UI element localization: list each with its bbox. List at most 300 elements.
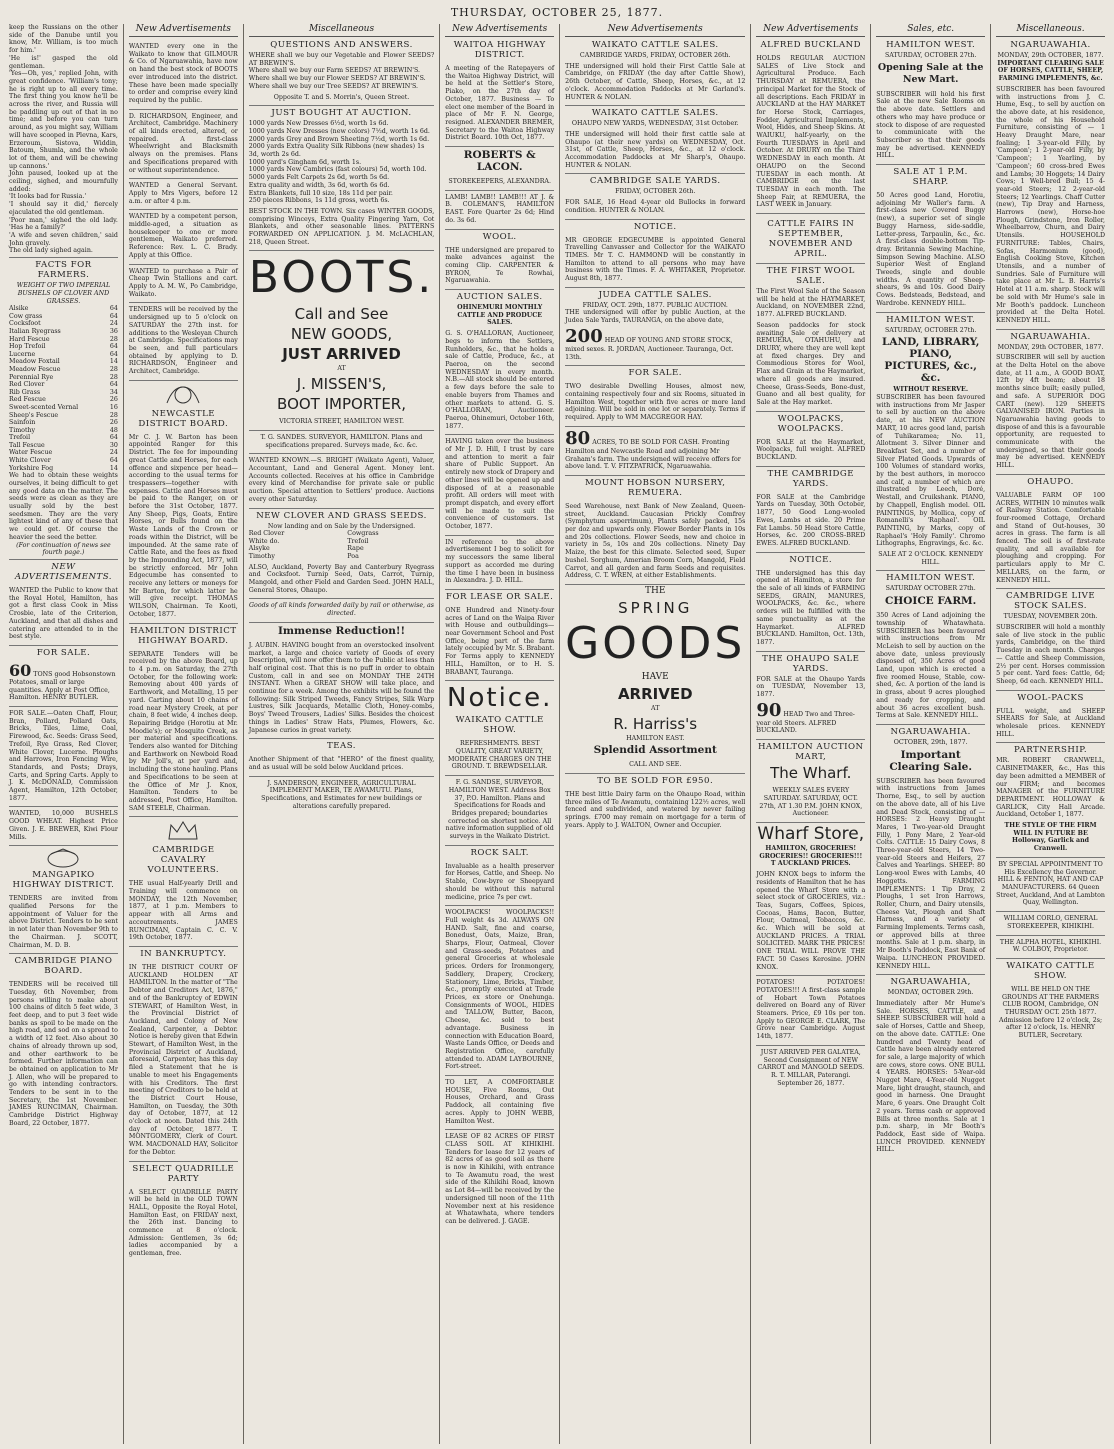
ad-sale-items: 50 Acres good Land, Horotiu, adjoining Mr Waller's farm. A first-class new Covered Buggy (new), a superior set of single Buggy Harness, side-saddle, Letter-press, Tarpaulin, &c., &c. A first-class double-bottom Tip-dray. Britannia Sewing Machine, Simpson Sewing Machine. ALSO Superior West of England Tweeds, single and double widths. A quantity of Sheep-shears, 9s and 10s. Good Dairy Cows. Bedsteads, Bedstead, and Wardrobe. KENNEDY HILL.: [876, 189, 985, 313]
facts-weight: 64: [109, 305, 118, 313]
facts-seed: Cocksfoot: [9, 320, 41, 328]
ad-cattle-show: WILL BE HELD ON THE GROUNDS AT THE FARMERS CLUB ROOM, Cambridge, ON THURSDAY OCT. 25th 1877. Admission before 12 o'clock, 2s; after 12 o'clock, 1s. HENRY BUTLER, Secretary.: [999, 985, 1103, 1040]
boots-line: BOOT IMPORTER,: [277, 395, 406, 414]
ad-subtitle: OHAUPO NEW YARDS, WEDNESDAY, 31st October.: [571, 120, 739, 128]
ad-title: TEAS.: [327, 741, 357, 752]
facts-weight: 26: [109, 419, 118, 427]
boots-sub: Call and See: [294, 305, 389, 324]
ad-headline: IMPORTANT CLEARING SALE OF HORSES, CATTLE, SHEEP, FARMING IMPLEMENTS, &c.: [997, 59, 1104, 83]
ad-seed-store: THE undersigned has this day opened at Hamilton, a store for the sale of all kinds of FARMING SEEDS, GRAIN, MANURES, WOOLPACKS, &c. &c., where orders will be fulfilled with the same punctuality as at the Haymarket. ALFRED BUCKLAND. Hamilton, Oct. 13th, 1877.: [756, 567, 865, 652]
ad-steers: [756, 699, 865, 740]
ad-title: ROCK SALT.: [470, 847, 529, 858]
ad-richardson: D. RICHARDSON, Engineer, and Architect, Cambridge. Machinery of all kinds erected, altered, or repaired. A first-class Wheelwright and Blacksmith always on the premises. Plans and Specifications prepared with or without superintendence.: [129, 110, 238, 180]
ad-live-stock: SUBSCRIBER will hold a monthly sale of live stock in the public yards, Cambridge, on the third Tuesday in each month. Charges — Cattle and Sheep Commission, 2½ per cent. Horses commission 5 per cent. Yard fees: Cattle, 6d; Sheep, 6d each. KENNEDY HILL.: [996, 621, 1105, 691]
facts-weight: 26: [109, 396, 118, 404]
notice-headline: Notice.: [447, 683, 553, 714]
seed-name: Timothy: [248, 552, 275, 560]
sale-line: Extra Blankets, full 10 size, 18s 11d per pair.: [248, 189, 393, 197]
ad-title: HAMILTON WEST.: [886, 40, 976, 50]
story-para: 'He is!' gasped the old gentleman.: [9, 54, 118, 70]
facts-row: [9, 396, 118, 404]
sale-tail: BEST STOCK IN THE TOWN. Six cases WINTER GOODS, comprising Winceys, Extra Quality Fingering Yarn, Cot Blankets, and other seasonable lines. PATTERNS FORWARDED ON APPLICATION. J. M. McLACHLAN, 218, Queen Street.: [249, 205, 434, 252]
boots-line: J. MISSEN'S,: [296, 375, 387, 394]
facts-row: [9, 442, 118, 450]
ad-ohaupo-yards: THE undersigned will hold their first cattle sale at Ohaupo (at their new yards) on WEDNESDAY, Oct. 31st, of Cattle, Sheep, Horses, &c., at 12 o'clock. Accommodation Paddocks at Mr Sharp's, Ohaupo. HUNTER & NOLAN.: [565, 128, 745, 175]
ad-drapery: HAVING taken over the business of Mr J. D. Hill, I trust by care and attention to merit a fair share of Public Support. An entirely new stock of Drapery and other lines will be opened up and disposed of at a reasonable profit. All orders will meet with prompt dispatch, and every effort will be made to suit the convenience of customers. 1st October, 1877.: [445, 435, 554, 535]
facts-seed: Cow grass: [9, 312, 43, 320]
ad-refreshments: REFRESHMENTS. BEST QUALITY, GREAT VARIETY, MODERATE CHARGES ON THE GROUND. T. BREWDSELLAR.: [445, 737, 554, 776]
ad-text: TONS good Hobsonstown Potatoes, small or large quantities. Apply at Post Office, Hamilton. HENRY BUTLER.: [9, 670, 116, 702]
ad-cambridge-yards: FOR SALE at the Cambridge Yards on Tuesday, 30th October, 1877, 50 Good Long-wooled Ewes, Lambs at side. 20 Prime Fat Lambs. 50 Head Store Cattle, Horses, &c. 200 CROSS-BRED EWES. ALFRED BUCKLAND.: [756, 491, 865, 553]
ad-sandse: F. G. SANDSE, SURVEYOR, HAMILTON WEST. Address Box 37, P.O. Hamilton. Plans and Specifications for Roads and Bridges prepared; boundaries corrected on shortest notice. All native information supplied of old surveys in the Waikato District.: [445, 776, 554, 846]
ad-title: THE OHAUPO SALE YARDS.: [762, 653, 860, 674]
seed-name: White do.: [248, 537, 280, 545]
seeds-tail: ALSO, Auckland, Poverty Bay and Canterbury Ryegrass and Cocksfoot. Turnip Seed, Oats, Carrot, Turnip, Mangold, and other Field and Garden Seed. JOHN HALL, General Stores, Ohaupo.: [249, 561, 434, 600]
facts-weight: 28: [109, 411, 118, 419]
seed-name: Red Clover: [248, 530, 285, 538]
column-5: [560, 24, 751, 1444]
ad-for-sale: FOR SALE.—Oaten Chaff, Flour, Bran, Pollard, Pollard Oats, Bricks, Tiles, Lime, Coal, Firewood, &c. Seeds: Grass Seed, Trefoil, Rye Grass, Red Clover, White Clover, Lucerne. Ploughs and Harrows, Iron Fencing Wire, Standards, and Posts; Drays, Carts, and Spring Carts. Apply to J. K. McDONALD, Commission Agent, Hamilton, 12th October, 1877.: [9, 707, 118, 807]
ad-title: OHAUPO.: [1027, 476, 1074, 487]
ad-title: WAIKATO CATTLE SHOW.: [1006, 960, 1095, 981]
ad-headline: LAND, LIBRARY, PIANO, PICTURES, &c., &c.: [881, 336, 980, 385]
ad-lamb: LAMB! LAMB!! LAMB!!! AT J. & B. COLEMAN'S, HAMILTON EAST. Fore Quarter 2s 6d; Hind do. 3s 6d.: [445, 191, 554, 230]
ad-subtitle: CAMBRIDGE YARDS, FRIDAY, OCTOBER 26th.: [579, 52, 731, 59]
facts-weight: 28: [109, 373, 118, 381]
ad-title: WAIKATO CATTLE SALES.: [591, 108, 719, 119]
facts-table: [9, 305, 118, 472]
ad-title: NGARUAWAHIA,: [890, 977, 971, 988]
ad-title: PARTNERSHIP.: [1014, 745, 1088, 756]
facts-row: [9, 381, 118, 389]
spring-line: CALL AND SEE.: [565, 758, 745, 774]
facts-seed: Red Fescue: [9, 396, 46, 404]
facts-row: [9, 419, 118, 427]
sale-line: 1000 yard's Gingham 6d, worth 1s.: [248, 158, 362, 166]
ad-stallions: WANTED to purchase a Pair of Cheap Twin Stallions and cart. Apply to A. M. W., Po Cambridge, Waikato.: [129, 265, 238, 304]
facts-row: [9, 351, 118, 359]
facts-row: [9, 427, 118, 435]
sale-line: 2000 yards Extra Quality Silk Ribbons (new shades) 1s 3d, worth 2s 6d.: [248, 143, 425, 159]
facts-weight: 64: [109, 350, 118, 358]
ad-library-sale: SUBSCRIBER has been favoured with instructions from Mr Jasper to sell by auction on the above date, at his NEW AUCTION MART, 10 acres good land, parish of Tuhikaramea; No. 11, Allotment 3. Silver Dinner and Breakfast Set, and a number of Silver Plated Goods. Upwards of 100 Volumes of standard works, by the best authors, in morocco and calf, a number of which are illustrated by Leech, Doré, Westall, and Cruikshank. PIANO, by Chappell, English model. OIL PAINTINGS, by Mollica, copy of Romanelli's 'Raphael'. OIL PAINTING, by Marks, copy of Raphael's 'Holy Family'. Chromo Lithographs, Engravings, &c. &c.: [876, 393, 986, 548]
ad-hill-fenton: BY SPECIAL APPOINTMENT TO His Excellency the Governor. HILL & FENTON, HAT AND CAP MANUFACTURERS. 64 Queen Street, Auckland, And at Lambton Quay, Wellington.: [996, 858, 1105, 912]
facts-title: FACTS FOR FARMERS.: [35, 260, 92, 281]
facts-weight: 16: [109, 403, 118, 411]
ad-hamilton-highway: SEPARATE Tenders will be received by the above Board, up to 4 p.m. on Saturday, the 27th October, for the following work: Removing about 400 yards of Earthwork, and Metalling, 15 per yard. Carting about 10 chains of road near Mystery Creek, at per chain, 8 feet wide, 4 inches deep. Repairing Bridge (Horotiu at Mr. Moodie's); or Mosquito Creek, as per material and specifications. Tenders also wanted for Ditching and Earthwork on Newboid Road by Mr Joll's, at per yard and, including the stone hauling. Plans and Specifications to be seen at the Office of Mr J. Knox, Hamilton. Tenders to be addressed, Post Office, Hamilton. SAM STEELE, Chairman.: [129, 648, 238, 818]
facts-weight: 64: [109, 381, 118, 389]
ad-subtitle: MONDAY, 29th OCTOBER, 1877.: [997, 343, 1104, 351]
column-7: [871, 24, 991, 1444]
ad-woolpacks-buckland: FOR SALE at the Haymarket, Woolpacks, full weight. ALFRED BUCKLAND.: [756, 436, 865, 467]
ad-title: ALFRED BUCKLAND: [760, 40, 862, 50]
story-para: 'A wife and seven children,' said John gravely.: [9, 231, 118, 247]
boots-address: VICTORIA STREET, HAMILTON WEST.: [249, 415, 434, 431]
facts-seed: Trefoil: [9, 434, 31, 442]
ad-boat: SUBSCRIBER will sell by auction at the Delta Hotel on the above date, at 11 a.m., A GOOD BOAT, 12ft by 4ft beam; about 18 months since built; easily pulled, and safe. A SUPERIOR DOG CART (new). 129 SHEETS GALVANISED IRON. Parties in Ngaruawahia having goods to dispose of and this is a favourable opportunity, are requested to communicate with the undersigned, so that their goods may be advertised. KENNEDY HILL.: [996, 351, 1105, 475]
qa-address: Opposite T. and S. Morrin's, Queen Street.: [249, 91, 434, 107]
column-head: New Advertisements: [565, 24, 745, 37]
column-6: [751, 24, 871, 1444]
ad-clearing-sale: SUBSCRIBER has been favoured with instructions from James Thorne, Esq., to sell by auction on the above date, all of his Live and Dead Stock, consisting of — HORSES: 2 Heavy Draught Mares, 1 Two-year-old Draught Filly, 1 Pony Mare, 2 Year-old Colts. CATTLE: 15 Dairy Cows, 8 Three-year-old Steers, 14 Two-year-old Steers and Heifers, 27 Calves and Yearlings. SHEEP: 80 Long-wool Ewes with Lambs, 40 Hoggetts. FARMING IMPLEMENTS: 1 Tip Dray, 2 Ploughs, 1 set Iron Harrows, Roller, Churn, and Dairy utensils, Cheese Vat, Plough and Shaft Harness, and a variety of Farming Implements. Terms cash, or approved bills at three months. Sale at 1 p.m. sharp, in Mr Booth's Paddock, East Bank of Waipa. LUNCHEON PROVIDED. KENNEDY HILL.: [876, 775, 985, 976]
ad-hill-notice: IN reference to the above advertisement I beg to solicit for my successors the same liberal support as accorded me during the time I have been in business in Alexandra. J. D. HILL.: [445, 536, 554, 590]
ad-subtitle: SATURDAY OCTOBER 27th.: [885, 585, 976, 593]
wharf-store-headline: Wharf Store,: [757, 824, 865, 844]
ad-title: CAMBRIDGE LIVE STOCK SALES.: [1006, 591, 1096, 612]
crest-icon: [45, 848, 81, 868]
ad-title: NGARUAWAHIA.: [890, 727, 971, 737]
ad-wool-packs: FULL weight, and SHEEP SHEARS for Sale, at Auckland wholesale prices. KENNEDY HILL.: [996, 705, 1105, 744]
ad-title: JUST BOUGHT AT AUCTION.: [271, 108, 412, 119]
crown-icon: [163, 819, 203, 843]
facts-weight: 28: [109, 365, 118, 373]
facts-row: [9, 389, 118, 397]
facts-seed: Alsike: [9, 305, 29, 313]
story-para: The old lady sighed again.: [9, 247, 93, 255]
ad-bullocks: FOR SALE, 16 Head 4-year old Bullocks in forward condition. HUNTER & NOLAN.: [565, 196, 745, 219]
facts-row: [9, 305, 118, 313]
ad-title: NEW CLOVER AND GRASS SEEDS.: [256, 510, 427, 521]
sale-line: Extra quality and width, 3s 6d, worth 6s 6d.: [248, 181, 390, 189]
sale-line: 5000 yards Felt Carpets 2s 6d, worth 5s 6d.: [248, 174, 390, 182]
ad-partnership: MR. ROBERT CRANWELL, CABINETMAKER, &c., Has this day been admitted a MEMBER of our FIRM; and becomes MANAGER of the FURNITURE DEPARTMENT. HOLLOWAY & GARLICK, City Hall Arcade. Auckland, October 1, 1877.: [996, 757, 1105, 819]
facts-seed: Lucerne: [9, 350, 36, 358]
ad-text: HEAD Two and Three-year old Steers. ALFRED BUCKLAND.: [756, 710, 855, 735]
facts-seed: Perennial Rye: [9, 373, 54, 381]
ad-dairy-farm: THE best little Dairy farm on the Ohaupo Road, within three miles of Te Awamutu, containing 122½ acres, well fenced and subdivided, and watered by never failing springs. £700 may remain on mortgage for a term of years. Apply to J. WALTON, Owner and Occupier.: [565, 791, 746, 829]
ad-wool: THE undersigned are prepared to make advances against the coming Clip. CARPENTER & BYRON, Te Rowhai, Ngaruawahia.: [445, 244, 554, 291]
ad-title: WAIKATO CATTLE SALES.: [591, 40, 719, 50]
seed-name: Rape: [347, 545, 364, 553]
facts-row: [9, 374, 118, 382]
column-4: [440, 24, 560, 1444]
ad-title: WAITOA HIGHWAY DISTRICT.: [453, 40, 546, 60]
facts-seed: Hop Trefoil: [9, 343, 46, 351]
facts-weight: 14: [109, 464, 118, 472]
facts-weight: 64: [109, 312, 118, 320]
spring-line: HAVE: [641, 671, 669, 682]
facts-seed: Meadow Foxtail: [9, 358, 60, 366]
ad-title: Immense Reduction!!: [277, 624, 406, 637]
ad-title: MANGAPIKO HIGHWAY DISTRICT.: [12, 870, 115, 891]
spring-line: THE: [645, 585, 666, 596]
ad-woolpacks: WOOLPACKS! WOOLPACKS!! Full weight 4s 3d. ALWAYS ON HAND. Salt, fine and coarse, Bonedust, Oats, Maize, Bran, Sharps, Flour, Oatmeal, Clover and Grass-seeds, Potatoes and general Groceries at wholesale prices. Orders for Ironmongery, Saddlery, Drapery, Crockery, Stationery, Lime, Bricks, Timber, &c., promptly executed at Trade Prices, ex store or Onehunga. Consignments of WOOL, HIDES and TALLOW, Butter, Bacon, Cheese, &c. sold to best advantage. Business in connection with Education Board, Waste Lands Office, or Deeds and Registration Office, carefully attended to. ADAM LAYBOURNE, Fort-street.: [445, 906, 554, 1076]
ad-title: IN BANKRUPTCY.: [140, 948, 227, 959]
ad-cattle-sales: THE undersigned will hold their First Cattle Sale at Cambridge, on FRIDAY (the day after Cattle Show), 26th October, of Cattle, Sheep, Horses, &c., at 12 o'clock. Accommodation Paddocks at Mr Garland's. HUNTER & NOLAN.: [565, 60, 745, 107]
column-2: [124, 24, 244, 1444]
facts-weight: 34: [109, 388, 118, 396]
seeds-table: [249, 530, 434, 560]
ad-opening-sale: SUBSCRIBER will hold his first Sale at the new Sale Rooms on the above date. Settlers and others who may have produce or stock to dispose of are requested to communicate with the Subscriber so that their goods may be advertised. KENNEDY HILL.: [876, 88, 985, 165]
ad-headline: CHOICE FARM.: [884, 595, 977, 608]
wharf-headline: The Wharf.: [770, 764, 852, 783]
running-head: THURSDAY, OCTOBER 25, 1877.: [450, 6, 664, 19]
ad-subtitle: WITHOUT RESERVE.: [893, 386, 969, 394]
ad-gilmour: WANTED every one in the Waikato to know that GILMOUR & Co. of Ngaruawahia, have now on hand the best stock of BOOTS ever introduced into the district. These have been made specially to order and comprise every kind required by the public.: [129, 40, 238, 110]
story-para: 'Poor man,' sighed the old lady. 'Has he a family?': [9, 216, 118, 232]
ad-tenders-church: TENDERS will be received by the undersigned up to 5 o'clock on SATURDAY the 27th inst. for additions to the Wesleyan Church at Cambridge. Specifications may be seen, and full particulars obtained by applying to D. RICHARDSON, Engineer and Architect, Cambridge.: [129, 303, 238, 380]
ad-title: THE CAMBRIDGE YARDS.: [767, 468, 855, 489]
ad-bankruptcy: IN THE DISTRICT COURT OF AUCKLAND HOLDEN AT HAMILTON. In the matter of "The Debtor and Creditors Act, 1876," and of the Bankruptcy of EDWIN STEWART, of Hamilton West, in the Provincial District of Auckland, and Colony of New Zealand, Carpenter, a Debtor. Notice is hereby given that Edwin Stewart, of Hamilton West, in the Provincial District of Auckland, aforesaid, Carpenter, has this day filed a Statement that he is unable to meet his Engagements with his Creditors. The first meeting of Creditors to be held at the District Court House, Hamilton, on Tuesday, the 30th day of October, 1877, at 12 o'clock at noon. Dated this 24th day of October, 1877. T. MONTGOMERY, Clerk of Court. WM. MACDONALD HAY, Solicitor for the Debtor.: [129, 961, 238, 1162]
facts-weight: 64: [109, 457, 118, 465]
ad-title: HAMILTON DISTRICT HIGHWAY BOARD.: [130, 625, 237, 646]
ad-potatoes-clark: POTATOES! POTATOES! POTATOES!!! A first-class sample of Hobart Town Potatoes delivered on Board any of River Steamers. Price, £9 10s per ton. Apply to GEORGE E. CLARK, The Grove near Cambridge. August 14th, 1877.: [756, 976, 865, 1046]
ad-cavalry: THE usual Half-yearly Drill and Training will commence on MONDAY, the 12th November, 1877, at 1 p.m. Members to appear with all Arms and accoutrements. JAMES RUNCIMAN, Captain C. C. V. 19th October, 1877.: [129, 877, 238, 947]
ad-title: NOTICE.: [789, 554, 833, 565]
facts-weight: 64: [109, 434, 118, 442]
seed-name: Trefoil: [347, 537, 369, 545]
seed-name: Poa: [347, 552, 359, 560]
facts-note: (For continuation of news see fourth page.): [16, 541, 111, 557]
ad-buckland: HOLDS REGULAR AUCTION SALES of Live Stock and Agricultural Produce. Each THURSDAY at REMUERA, the principal Market for the Stock of all descriptions. Each FRIDAY in AUCKLAND at the HAY MARKET for Horse Stock, Carriages, Fodder, Agricultural Implements, Wool, Hides, and Sheep Skins. At WAIUKU, half-yearly, on the Fourth TUESDAYS in April and October. At DRURY on the Third WEDNESDAY in each month. At OHAUPO on the Second TUESDAY in each month. At CAMBRIDGE on the last TUESDAY in each month. The Sheep Fair, at REMUERA, the LAST WEEK in January.: [756, 52, 865, 214]
story-para: 'Yes—Oh, yes,' replied John, with great confidence. 'William's tony; he is right up to all every time. The first thing you know he'll be across the river, and Russia will be paddling up out of that in no time; and before you can turn around, as you might say, William will have scooped in Plevna, Kars, Erzeroum, Sistova, Widdin, Batoum, Shumla, and the whole lot of them, and will be chewing up cannons.': [9, 70, 118, 170]
ad-title: AUCTION SALES.: [456, 292, 543, 303]
ad-ohalloran: G. S. O'HALLORAN, Auctioneer, begs to inform the Settlers, Runholders, &c., that he holds a sale of Cattle, Produce, &c., at Paeroa, on the second WEDNESDAY in every month. N.B.—All stock should be entered a few days before the sale to enable buyers from Thames and other markets to attend. G. S. O'HALLORAN, Auctioneer. Paeroa, Ohinemuri, October 16th, 1877.: [445, 327, 554, 435]
ad-judea: THE undersigned will offer by public Auction, at the Judea Sale Yards, TAURANGA, on the above date,: [565, 309, 746, 325]
ad-title: WOOL-PACKS: [1017, 692, 1084, 703]
facts-row: [9, 404, 118, 412]
column-3: [244, 24, 440, 1444]
facts-subtitle: WEIGHT OF TWO IMPERIAL BUSHELS OF CLOVER AND GRASSES.: [16, 282, 111, 305]
spring-line: R. Harriss's: [613, 714, 698, 733]
seed-name: Cowgrass: [347, 530, 379, 538]
facts-row: [9, 336, 118, 344]
section-head: NEW ADVERTISEMENTS.: [14, 562, 113, 582]
facts-weight: 64: [109, 343, 118, 351]
sale-line: 1000 yards New Dresses 6½d, worth 1s 6d.: [248, 120, 389, 128]
ad-teas: Another Shipment of that "HERO" of the finest quality, and as usual will be sold below Auckland prices.: [249, 753, 434, 776]
facts-seed: Yorkshire Fog: [9, 464, 54, 472]
ad-title: CAMBRIDGE PIANO BOARD.: [14, 956, 113, 977]
ad-title: WOOL.: [482, 231, 517, 242]
ad-title: CAMBRIDGE CAVALRY VOLUNTEERS.: [147, 845, 220, 876]
boots-headline: BOOTS.: [248, 252, 435, 304]
ad-headline: Important Clearing Sale.: [889, 748, 973, 773]
qa-line: Where shall we buy our Tree SEEDS? AT BREWIN'S.: [248, 82, 419, 90]
ad-judea-stock: [565, 325, 745, 366]
seeds-row: [249, 553, 434, 561]
ad-newcastle: Mr C. J. W. Barton has been appointed Ranger for this District. The fee for impounding great Cattle and Horses, for each offence and sixpence per head—according to the usual terms for trespassers—together with expenses. Cattle and Horses must be paid to the Ranger, on or before the 31st October, 1877. Any Sheep, Pigs, Goats, Entire Horses, or Bulls found on the Waste Lands of the Crown or roads within the District, will be impounded. At the same rate of Cattle Rate, and the fees as fixed by the Impounding Act, 1877, will be strictly enforced. Mr John Edgecumbe has consented to receive any letters or moneys for Mr Barton, for which latter he will give receipt. THOMAS WILSON, Chairman. Te Kooti, October, 1877.: [129, 431, 238, 624]
ad-roberts: STOREKEEPERS, ALEXANDRA.: [445, 175, 554, 191]
ad-royal-hotel: WANTED the Public to know that the Royal Hotel, Hamilton, has got a first class Cook in Miss Crosbie, late of the Criterion, Auckland, and that all dishes and catering are attended to in the best style.: [9, 584, 118, 646]
facts-seed: Sweet-scented Vernal: [9, 403, 79, 411]
ad-title: NOTICE.: [633, 221, 677, 232]
newspaper-columns: [4, 24, 1110, 1444]
facts-weight: 24: [109, 320, 118, 328]
spring-line: HAMILTON EAST.: [626, 734, 685, 742]
ad-wool-sale: The First Wool Sale of the Season will be held at the HAYMARKET, Auckland, on NOVEMBER 22nd, 1877. ALFRED BUCKLAND.: [756, 288, 866, 319]
ad-subtitle: OCTOBER, 29th, 1877.: [893, 739, 968, 746]
facts-row: [9, 328, 118, 336]
ad-title: HAMILTON WEST.: [886, 314, 976, 325]
ad-title: SELECT QUADRILLE PARTY: [132, 1163, 235, 1184]
facts-weight: 24: [109, 449, 118, 457]
facts-row: [9, 465, 118, 473]
ad-mangapiko: TENDERS are invited from qualified Persons for the appointment of Valuer for the above District. Tenders to be sent in not later than November 9th to the Chairman. J. SCOTT, Chairman, M. D. B.: [9, 892, 118, 954]
facts-row: [9, 457, 118, 465]
ad-title: FOR SALE.: [36, 647, 91, 658]
qa-line: Where shall we buy our Farm SEEDS? AT BREWIN'S.: [248, 67, 421, 75]
seeds-row: [249, 538, 434, 546]
ad-bright: WANTED KNOWN.—S. BRIGHT (Waikato Agent), Valuer, Accountant, Land and General Agent. Money lent. Accounts collected. Receives at his office in Cambridge every kind of Merchandise for private sale or public auction. Special attention to Settlers' produce. Auctions every other Saturday.: [249, 454, 434, 508]
ad-ohaupo-farm: VALUABLE FARM OF 100 ACRES, WITHIN 10 minutes walk of Railway Station. Comfortable four-roomed Cottage, Orchard and Stand of Out-houses, 30 acres in grass. The farm is all fenced. The soil is of first-rate quality, and all available for ploughing and cropping. For particulars apply to Mr C. MELLARS, on the farm, or KENNEDY HILL.: [996, 489, 1105, 589]
qa-line: Where shall we buy our Flower SEEDS? AT BREWIN'S.: [248, 75, 426, 83]
ad-subtitle: MONDAY, OCTOBER 29th.: [887, 989, 974, 997]
facts-row: [9, 449, 118, 457]
facts-seed: Hard Fescue: [9, 335, 50, 343]
ad-subtitle: OHINEMURI MONTHLY CATTLE AND PRODUCE SALES.: [457, 304, 543, 327]
column-head: New Advertisements: [756, 24, 865, 37]
ad-title: FOR LEASE OR SALE.: [446, 591, 554, 602]
spring-line: SPRING: [618, 598, 693, 617]
ad-waitoa: A meeting of the Ratepayers of the Waitoa Highway District, will be held at the Settler's Store, Piako, on the 27th day of October, 1877. Business — To elect one member of the Board in place of Mr F. N. George, resigned. ALEXANDER BREMER, Secretary to the Waitoa Highway District Board. 10th Oct, 1877.: [445, 62, 554, 147]
seeds-note: Goods of all kinds forwarded daily by rail or otherwise, as directed.: [249, 599, 434, 622]
ad-sandes: T. G. SANDES. SURVEYOR, HAMILTON. Plans and specifications prepared. Surveys made, &c. &c.: [249, 431, 434, 454]
ad-choice-farm: 350 Acres of Land adjoining the township of Whatawhata. SUBSCRIBER has been favoured with instructions from Mr McLeish to sell by auction on the above date, unless previously disposed of, 350 Acres of good Land, upon which is erected a five roomed House, Stable, cow-shed, &c. A portion of the land is in grass, about 9 acres ploughed and ready for cropping, and about 36 acres excellent bush. Terms at Sale. KENNEDY HILL.: [876, 609, 985, 725]
ad-cattle-fairs: CATTLE FAIRS IN SEPTEMBER, NOVEMBER AND APRIL.: [756, 216, 865, 264]
facts-seed: Tall Fescue: [9, 441, 45, 449]
facts-row: [9, 320, 118, 328]
ad-subtitle: MONDAY, 29th OCTOBER, 1877.: [997, 52, 1104, 59]
ad-dwellings: TWO desirable Dwelling Houses, almost new, containing respectively four and six Rooms, situated in Hamilton West, together with five acres or more land adjoining. Will be sold in one lot or separately. Terms if required. Apply to WM MACGREGOR HAY.: [565, 380, 745, 427]
facts-row: [9, 366, 118, 374]
seed-name: Alsyke: [248, 545, 270, 553]
facts-row: [9, 313, 118, 321]
facts-seed: Red Clover: [9, 381, 45, 389]
ad-cambridge-board: TENDERS will be received till Tuesday, 6th November, from persons willing to make about 100 chains of ditch 5 feet wide, 3 feet deep, and to put 3 feet wide banks as spoil to be made on the high road, and sod on a spread to a width of 12 feet. Also about 30 chains of already thrown up sod, and other earthwork to be formed. Further information can be obtained on application to Mr J. Allen, who will be prepared to go with intending contractors. Tenders to be sent in to the Secretary, the 1st November. JAMES RUNCIMAN, Chairman. Cambridge District Highway Board, 22 October, 1877.: [9, 981, 118, 1127]
facts-weight: 14: [109, 358, 118, 366]
ad-80-acres: [565, 427, 745, 476]
spring-line: AT: [651, 704, 660, 712]
story-para: keep the Russians on the other side of the Danube until you know, Mr. William, is too much for him.': [9, 24, 118, 55]
ad-aubin: J. AUBIN. HAVING bought from an overstocked insolvent market, a large and choice variety of Goods of every Description, will now offer them to the Public at less than half original cost. That this is no puff in order to obtain Custom, call in and see on MONDAY THE 24TH INSTANT. When a GREAT SHOW will take place, and continue for a week. Among the exhibits will be found the following: Silk Striped Tweeds, Fancy Stripes, Silk Warp Lustres, Silk Jacquards, Metallic Cloth, Honey-combs, Boys' Tweed Trousers, Ladies' Silks. Besides the choicest things in Ladies' Straw Hats, Plumes, Flowers, &c. Japanese curios in great variety.: [249, 639, 434, 739]
boots-line: JUST ARRIVED: [282, 345, 401, 364]
facts-seed: Sheep's Fescue: [9, 411, 59, 419]
ad-knox: JOHN KNOX begs to inform the residents of Hamilton that he has opened the Wharf Store with a select stock of GROCERIES, viz.: Teas, Sugars, Coffees, Spices, Cocoas, Hams, Bacon, Butter, Flour, Oatmeal, Tobaccos, &c. &c. Which will be sold at AUCKLAND PRICES. A TRIAL SOLICITED. MARK THE PRICES! ONE TRIAL WILL PROVE THE FACT. 50 Cases Kerosine. JOHN KNOX.: [756, 868, 865, 976]
ad-text: ACRES, TO BE SOLD FOR CASH. Fronting Hamilton and Newcastle Road and adjoining Mr Graham's farm. The undersigned will receive offers for above land. T. V. FITZPATRICK, Ngaruawahia.: [565, 438, 741, 471]
ad-subtitle: FRIDAY, OCTOBER 26th.: [615, 188, 696, 196]
spring-goods: GOODS: [565, 617, 746, 669]
ad-sale-time: SALE AT 2 O'CLOCK. KENNEDY HILL.: [876, 548, 985, 571]
ad-title: MOUNT HOBSON NURSERY, REMUERA.: [584, 477, 726, 498]
facts-text: We had to obtain these weights ourselves, it being difficult to get any good data on the matter. The seeds were as clean as they are usually sold by the best seedsmen. They are the very lightest kind of any of these that we could get. Of course the heavier the seed the better.: [9, 472, 118, 541]
facts-weight: 28: [109, 335, 118, 343]
facts-weight: 48: [109, 426, 118, 434]
facts-seed: Meadow Fescue: [9, 365, 61, 373]
royal-arms-icon: [163, 383, 203, 407]
ad-ohaupo-sale: FOR SALE at the Ohaupo Yards on TUESDAY, November 13, 1877.: [756, 675, 866, 699]
ad-corlo: WILLIAM CORLO, GENERAL STOREKEEPER, KIHIKIHI.: [996, 912, 1105, 935]
story-para: 'I should say it did,' fiercely ejaculated the old gentleman.: [9, 201, 118, 216]
facts-seed: Timothy: [9, 426, 36, 434]
ad-to-let: TO LET, A COMFORTABLE HOUSE, Five Rooms, Out Houses, Orchard, and Grass Paddock, all containing five acres. Apply to JOHN WEBB, Hamilton West.: [445, 1076, 554, 1130]
column-8: [991, 24, 1110, 1444]
ad-firm-style: THE STYLE OF THE FIRM WILL IN FUTURE BE Holloway, Garlick and Cranwell.: [996, 819, 1105, 858]
column-head: Miscellaneous: [249, 24, 434, 37]
facts-weight: 36: [109, 327, 118, 335]
boots-at: AT: [337, 365, 346, 373]
facts-seed: Rib Grass: [9, 388, 41, 396]
seeds-row: [249, 545, 434, 553]
ad-title: FOR SALE.: [628, 368, 682, 379]
ad-subtitle: FRIDAY, OCT. 29th, 1877. PUBLIC AUCTION.: [582, 301, 728, 309]
column-head: Sales, etc.: [876, 24, 985, 37]
story-para: John paused, looked up at the ceiling, sighed, and mournfully added:: [9, 170, 118, 193]
ad-title: WAIKATO CATTLE SHOW.: [455, 715, 544, 736]
ad-title: THE FIRST WOOL SALE.: [766, 266, 855, 287]
ad-big-number: 60: [9, 660, 32, 680]
ad-big-number: 200: [565, 325, 603, 347]
facts-row: [9, 343, 118, 351]
ad-text: HEAD OF YOUNG AND STORE STOCK, mixed sexes. R. JORDAN, Auctioneer. Tauranga, Oct. 13th.: [565, 336, 734, 361]
ad-weekly-sales: WEEKLY SALES EVERY SATURDAY. SATURDAY, OCT. 27th, AT 1.30 P.M. JOHN KNOX, Auctioneer.: [756, 784, 865, 823]
ad-title: CAMBRIDGE SALE YARDS.: [589, 176, 721, 187]
ad-title: NGARUAWAHIA.: [1010, 40, 1091, 50]
seeds-row: [249, 530, 434, 538]
spring-line: Splendid Assortment: [593, 744, 717, 757]
ad-title: TO BE SOLD FOR £950.: [597, 776, 714, 787]
ad-big-number: 80: [565, 427, 591, 449]
ad-hume-sale: SUBSCRIBER has been favoured with instructions from J. C. Hume, Esq., to sell by auction on the above date, at his residence, the whole of his Household Furniture, consisting of — 1 Heavy Draught Mare, near foaling; 1 3-year-old Filly, by 'Campeon'; 1 2-year-old Filly, by 'Campeon'; 1 Yearling, by 'Campeon'; 60 cross-bred Ewes and Lambs; 30 Hoggets; 14 Dairy Cows; 1 Well-bred Bull; 15 4-year-old Steers; 12 2-year-old Steers; 12 Yearlings. Chaff Cutter (new), Tip Dray and Harness, Harrows (new), Horse-hoe Plough, Grindstone, Iron Roller, Wheelbarrow, Churn, and Dairy Utensils. HOUSEHOLD FURNITURE: Tables, Chairs, Sofas, Harmonium (good), English Cooking Stove, Kitchen Utensils, and a number of Sundries. Sale of Furniture will take place at Mr L. B. Harris's Hotel at 11 a.m. sharp. Stock will be sold with Mr Hume's sale in Mr Booth's paddock. Luncheon provided at the Delta Hotel. KENNEDY HILL.: [996, 83, 1105, 330]
ad-groceries: HAMILTON, GROCERIES! GROCERIES!! GROCERIES!!! T AUCKLAND PRICES.: [759, 845, 863, 868]
ad-title: QUESTIONS AND ANSWERS.: [270, 40, 413, 50]
ad-paddocks: Season paddocks for stock awaiting Sale or delivery at REMUERA, OTAHUHU, and DRURY, where they are well kept at fixed charges. Dry and Commodious Stores for Wool, Flax and Grain at the Haymarket, where all goods are insured. Cheese, Grass-Seeds, Bone-dust, Guano and all best quality, for Sale at the Hay market.: [756, 319, 865, 412]
qa-line: WHERE shall we buy our Vegetable and Flower SEEDS? AT BREWIN'S.: [248, 52, 435, 67]
facts-row: [9, 412, 118, 420]
facts-seed: Sainfoin: [9, 419, 36, 427]
ad-headline: Opening Sale at the New Mart.: [877, 61, 984, 85]
facts-seed: Italian Ryegrass: [9, 327, 61, 335]
ad-title: JUDEA CATTLE SALES.: [598, 289, 712, 300]
ad-subtitle: SATURDAY, OCTOBER 27th.: [884, 326, 977, 334]
ad-title: HAMILTON AUCTION MART,: [757, 742, 864, 763]
ad-wanted-wheat: WANTED, 10,000 BUSHELS GOOD WHEAT. Highest Price Given. J. E. BREWER, Kiwi Flour Mills.: [9, 807, 118, 846]
facts-seed: White Clover: [9, 457, 51, 465]
ad-title: ROBERTS & LACON.: [463, 149, 536, 174]
ad-title: NEWCASTLE DISTRICT BOARD.: [138, 408, 229, 429]
ad-nursery: Seed Warehouse, next Bank of New Zealand, Queen-street, Auckland. Caucasian Prickly Comfrey (Symphytum asperrimum), Plants safely packed, 15s per doz and upwards only. Flower Border Plants in 10s and 20s collections. Flower Seeds, new and choice in variety in 5s, 10s and 20s collections. Ninety Day Maize, the best for this climate. Selected seed, Super bushel. Sorghum, Amerian Broom Corn, Mangold, Field Carrot, and all garden and farm Seeds and requisites. Address, C. T. WREN, at either Establishments.: [565, 500, 745, 585]
sale-line: 2000 yards Grey and Brown Sheeting 7½d, worth 1s 6d.: [248, 135, 430, 143]
ad-subtitle: TUESDAY, NOVEMBER 20th.: [1003, 613, 1098, 621]
ad-title: WOOLPACKS, WOOLPACKS.: [777, 413, 844, 434]
ad-lease: ONE Hundred and Ninety-four acres of Land on the Waipa River with House and outbuildings—near Government School and Post Office, being part of the farm lately occupied by Mr. S. Brabant. For Terms apply to KENNEDY HILL, Hamilton, or to H. S. BRABANT, Tauranga.: [445, 604, 554, 681]
spring-line: ARRIVED: [617, 684, 693, 703]
ad-potatoes: [9, 660, 118, 707]
facts-seed: Water Fescue: [9, 449, 53, 457]
ad-alpha-hotel: THE ALPHA HOTEL, KIHIKIHI. W. COLBOY, Proprietor.: [996, 936, 1105, 959]
ad-big-number: 90: [756, 699, 782, 721]
column-head: New Advertisements: [445, 24, 554, 37]
ad-galatea: JUST ARRIVED PER GALATEA, Second Consignment of NEW CARROT and MANGOLD SEEDS. R. T. MILLAR, Paterangi. September 26, 1877.: [757, 1048, 865, 1087]
ad-quadrille: A SELECT QUADRILLE PARTY will be held in the OLD TOWN HALL, Opposite the Royal Hotel, Hamilton East, on FRIDAY next, the 26th inst. Dancing to commence at 8 o'clock. Admission: Gentlemen, 3s 6d; ladies accompanied by a gentleman, free.: [128, 1188, 238, 1258]
sale-line: 1000 yards New Dresses (new colors) 7½d, worth 1s 6d.: [248, 127, 430, 135]
sale-line: 250 pieces Ribbons, 1s 11d gross, worth 6s.: [248, 197, 390, 205]
column-head: New Advertisements: [129, 24, 238, 37]
ad-housekeeper: WANTED by a competent person, middle-aged, a situation as housekeeper to one or more gentlemen, Waikato preferred. Reference: Rev. L. C. Brady. Apply at this Office.: [129, 210, 238, 264]
seeds-intro: Now landing and on Sale by the Undersigned.: [267, 522, 416, 530]
ad-title: NGARUAWAHIA.: [1010, 331, 1091, 342]
ad-servant: WANTED a General Servant. Apply to Mrs Vigers, before 12 a.m. or after 4 p.m.: [129, 179, 238, 210]
ad-title: SALE AT 1 P.M. SHARP.: [893, 167, 968, 188]
sale-line: 1000 yards New Cambrics (fast colours) 5d, worth 10d.: [248, 166, 427, 174]
ad-edgecumbe: MR GEORGE EDGECUMBE is appointed General Travelling Canvasser and Collector for the WAIKATO TIMES. Mr T. C. HAMMOND will be constantly in Hamilton to attend to all persons who may have business with the Times. F. A. WHITAKER, Proprietor. August 8th, 1877.: [565, 234, 745, 288]
column-1: [4, 24, 124, 1444]
facts-weight: 30: [109, 441, 118, 449]
boots-line: NEW GOODS,: [290, 325, 393, 344]
facts-row: [9, 358, 118, 366]
ad-sanderson: J. SANDERSON, ENGINEER, AGRICULTURAL IMPLEMENT MAKER, TE AWAMUTU. Plans, Specifications, and Estimates for new buildings or alterations carefully prepared.: [261, 779, 422, 810]
ad-lease-kihikihi: LEASE OF 82 ACRES OF FIRST CLASS SOIL AT KIHIKIHI. Tenders for lease for 12 years of 82 acres of as good soil as there is now in Kihikihi, with entrance to Te Awamutu road, the west side of the Kihikihi Road, known as Lot 84—will be received by the undersigned till noon of the 11th November next at his residence at Whatawhata, where tenders can be delivered. J. GAGE.: [445, 1133, 555, 1225]
